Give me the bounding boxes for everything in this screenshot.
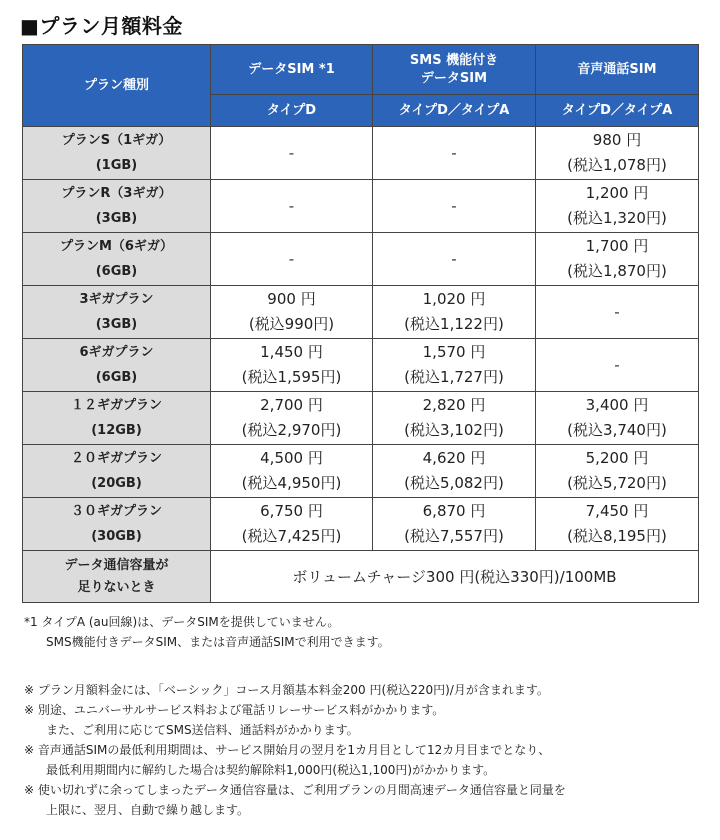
plan-name-cell: ３０ギガプラン (30GB) bbox=[23, 498, 211, 551]
sms-sim-price-cell: - bbox=[373, 233, 536, 286]
plan-name-cell: １２ギガプラン (12GB) bbox=[23, 392, 211, 445]
sms-sim-price-cell: 4,620 円 (税込5,082円) bbox=[373, 445, 536, 498]
table-row bbox=[23, 286, 699, 339]
sms-sim-price-cell: - bbox=[373, 180, 536, 233]
data-sim-price-cell: - bbox=[211, 233, 373, 286]
data-sim-price-cell: 900 円 (税込990円) bbox=[211, 286, 373, 339]
volume-charge: ボリュームチャージ300 円(税込330円)/100MB bbox=[211, 551, 699, 603]
plan-name-cell: 3ギガプラン (3GB) bbox=[23, 286, 211, 339]
header-type-sms: タイプD／タイプA bbox=[373, 95, 536, 127]
voice-sim-price-cell: 7,450 円 (税込8,195円) bbox=[536, 498, 699, 551]
plan-name-cell: ２０ギガプラン (20GB) bbox=[23, 445, 211, 498]
voice-sim-price-cell: 1,200 円 (税込1,320円) bbox=[536, 180, 699, 233]
header-plan-type: プラン種別 bbox=[23, 45, 211, 127]
sms-sim-price-cell: 1,020 円 (税込1,122円) bbox=[373, 286, 536, 339]
sms-sim-price-cell: 2,820 円 (税込3,102円) bbox=[373, 392, 536, 445]
note-1-line-1: *1 タイプA (au回線)は、データSIMを提供していません。 bbox=[24, 615, 340, 629]
plan-name-cell: 6ギガプラン (6GB) bbox=[23, 339, 211, 392]
table-row bbox=[23, 180, 699, 233]
plan-price-table bbox=[22, 44, 699, 603]
sms-sim-price-cell: 1,570 円 (税込1,727円) bbox=[373, 339, 536, 392]
voice-sim-price-cell: 5,200 円 (税込5,720円) bbox=[536, 445, 699, 498]
table-row bbox=[23, 233, 699, 286]
header-type-data: タイプD bbox=[211, 95, 373, 127]
shortage-label: データ通信容量が 足りないとき bbox=[23, 551, 211, 603]
data-sim-price-cell: 2,700 円 (税込2,970円) bbox=[211, 392, 373, 445]
page-title: ■プラン月額料金 bbox=[20, 14, 183, 38]
table-row bbox=[23, 498, 699, 551]
note-3-line-1: ※ 別途、ユニバーサルサービス料および電話リレーサービス料がかかります。 bbox=[24, 703, 445, 717]
table-row bbox=[23, 339, 699, 392]
table-row bbox=[23, 392, 699, 445]
data-sim-price-cell: 1,450 円 (税込1,595円) bbox=[211, 339, 373, 392]
data-sim-price-cell: - bbox=[211, 180, 373, 233]
voice-sim-price-cell: - bbox=[536, 339, 699, 392]
note-4-line-1: ※ 音声通話SIMの最低利用期間は、サービス開始月の翌月を1カ月目として12カ月目までとなり、 bbox=[24, 743, 551, 757]
note-5-line-2: 上限に、翌月、自動で繰り越します。 bbox=[46, 803, 250, 817]
plan-name-cell: プランS（1ギガ） (1GB) bbox=[23, 127, 211, 180]
table-row bbox=[23, 445, 699, 498]
notes bbox=[24, 612, 704, 820]
voice-sim-price-cell: 1,700 円 (税込1,870円) bbox=[536, 233, 699, 286]
data-sim-price-cell: - bbox=[211, 127, 373, 180]
note-2: ※ プラン月額料金には、「ベーシック」コース月額基本料金200 円(税込220円)/月が含まれます。 bbox=[24, 683, 549, 697]
table-row bbox=[23, 127, 699, 180]
voice-sim-price-cell: 3,400 円 (税込3,740円) bbox=[536, 392, 699, 445]
sms-sim-price-cell: - bbox=[373, 127, 536, 180]
note-4-line-2: 最低利用期間内に解約した場合は契約解除料1,000円(税込1,100円)がかかります。 bbox=[46, 763, 496, 777]
note-1-line-2: SMS機能付きデータSIM、または音声通話SIMで利用できます。 bbox=[46, 635, 390, 649]
sms-sim-price-cell: 6,870 円 (税込7,557円) bbox=[373, 498, 536, 551]
header-type-voice: タイプD／タイプA bbox=[536, 95, 699, 127]
data-sim-price-cell: 6,750 円 (税込7,425円) bbox=[211, 498, 373, 551]
data-sim-price-cell: 4,500 円 (税込4,950円) bbox=[211, 445, 373, 498]
plan-name-cell: プランR（3ギガ） (3GB) bbox=[23, 180, 211, 233]
header-data-sim: データSIM *1 bbox=[211, 45, 373, 95]
voice-sim-price-cell: - bbox=[536, 286, 699, 339]
plan-name-cell: プランM（6ギガ） (6GB) bbox=[23, 233, 211, 286]
header-voice-sim: 音声通話SIM bbox=[536, 45, 699, 95]
note-5-line-1: ※ 使い切れずに余ってしまったデータ通信容量は、ご利用プランの月間高速データ通信容量と同量を bbox=[24, 783, 566, 797]
voice-sim-price-cell: 980 円 (税込1,078円) bbox=[536, 127, 699, 180]
note-3-line-2: また、ご利用に応じてSMS送信料、通話料がかかります。 bbox=[46, 723, 359, 737]
header-sms-data-sim: SMS 機能付き データSIM bbox=[373, 45, 536, 95]
